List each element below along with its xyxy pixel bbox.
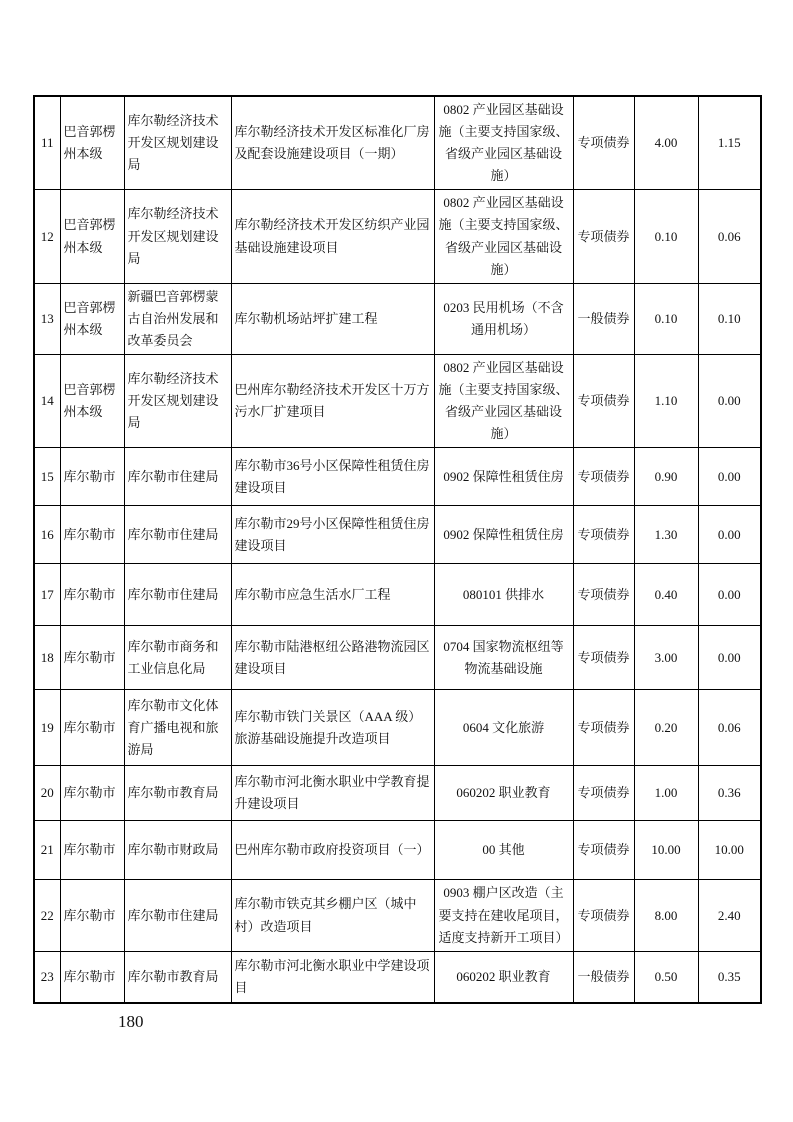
cell-region: 巴音郭楞州本级 — [60, 355, 124, 448]
cell-amount2: 0.36 — [698, 766, 761, 821]
cell-bond_type: 专项债券 — [573, 506, 634, 564]
cell-amount1: 4.00 — [634, 96, 698, 190]
cell-amount2: 1.15 — [698, 96, 761, 190]
table-row — [34, 564, 761, 626]
cell-category: 0802 产业园区基础设施（主要支持国家级、省级产业园区基础设施） — [434, 96, 573, 190]
cell-project: 库尔勒市河北衡水职业中学建设项目 — [231, 951, 434, 1003]
cell-project: 库尔勒经济技术开发区标准化厂房及配套设施建设项目（一期） — [231, 96, 434, 190]
cell-bond_type: 专项债券 — [573, 96, 634, 190]
cell-department: 库尔勒市住建局 — [124, 564, 231, 626]
cell-num: 18 — [34, 626, 60, 690]
cell-project: 库尔勒市29号小区保障性租赁住房建设项目 — [231, 506, 434, 564]
cell-region: 库尔勒市 — [60, 821, 124, 880]
cell-amount2: 2.40 — [698, 880, 761, 951]
cell-category: 060202 职业教育 — [434, 951, 573, 1003]
cell-num: 21 — [34, 821, 60, 880]
cell-bond_type: 专项债券 — [573, 564, 634, 626]
cell-project: 巴州库尔勒经济技术开发区十万方污水厂扩建项目 — [231, 355, 434, 448]
cell-project: 库尔勒机场站坪扩建工程 — [231, 283, 434, 354]
page-number: 180 — [118, 1012, 144, 1031]
cell-department: 库尔勒经济技术开发区规划建设局 — [124, 96, 231, 190]
cell-amount1: 0.20 — [634, 690, 698, 766]
table-row — [34, 506, 761, 564]
cell-num: 17 — [34, 564, 60, 626]
cell-bond_type: 专项债券 — [573, 766, 634, 821]
cell-amount1: 0.90 — [634, 448, 698, 506]
table-row — [34, 766, 761, 821]
table-row — [34, 880, 761, 951]
cell-amount1: 0.40 — [634, 564, 698, 626]
cell-category: 0902 保障性租赁住房 — [434, 506, 573, 564]
cell-num: 13 — [34, 283, 60, 354]
table-row — [34, 821, 761, 880]
cell-department: 库尔勒市住建局 — [124, 506, 231, 564]
cell-amount1: 1.10 — [634, 355, 698, 448]
cell-num: 23 — [34, 951, 60, 1003]
cell-department: 库尔勒市财政局 — [124, 821, 231, 880]
cell-num: 19 — [34, 690, 60, 766]
cell-amount2: 0.06 — [698, 690, 761, 766]
cell-amount1: 10.00 — [634, 821, 698, 880]
cell-bond_type: 专项债券 — [573, 190, 634, 283]
cell-amount1: 0.10 — [634, 283, 698, 354]
cell-amount2: 0.00 — [698, 564, 761, 626]
cell-region: 库尔勒市 — [60, 951, 124, 1003]
cell-num: 12 — [34, 190, 60, 283]
cell-department: 库尔勒市住建局 — [124, 448, 231, 506]
cell-bond_type: 专项债券 — [573, 626, 634, 690]
cell-project: 库尔勒市陆港枢纽公路港物流园区建设项目 — [231, 626, 434, 690]
cell-department: 库尔勒市文化体育广播电视和旅游局 — [124, 690, 231, 766]
cell-amount2: 0.10 — [698, 283, 761, 354]
cell-project: 库尔勒经济技术开发区纺织产业园基础设施建设项目 — [231, 190, 434, 283]
table-row — [34, 690, 761, 766]
cell-department: 新疆巴音郭楞蒙古自治州发展和改革委员会 — [124, 283, 231, 354]
table-row — [34, 448, 761, 506]
cell-region: 库尔勒市 — [60, 690, 124, 766]
cell-region: 库尔勒市 — [60, 448, 124, 506]
table-row — [34, 190, 761, 283]
cell-department: 库尔勒经济技术开发区规划建设局 — [124, 190, 231, 283]
cell-category: 0802 产业园区基础设施（主要支持国家级、省级产业园区基础设施） — [434, 355, 573, 448]
table-row — [34, 951, 761, 1003]
cell-amount2: 0.35 — [698, 951, 761, 1003]
cell-project: 库尔勒市36号小区保障性租赁住房建设项目 — [231, 448, 434, 506]
cell-region: 巴音郭楞州本级 — [60, 283, 124, 354]
cell-amount2: 0.00 — [698, 506, 761, 564]
cell-num: 22 — [34, 880, 60, 951]
cell-region: 库尔勒市 — [60, 626, 124, 690]
cell-project: 库尔勒市河北衡水职业中学教育提升建设项目 — [231, 766, 434, 821]
cell-region: 库尔勒市 — [60, 564, 124, 626]
cell-department: 库尔勒经济技术开发区规划建设局 — [124, 355, 231, 448]
cell-category: 080101 供排水 — [434, 564, 573, 626]
cell-amount1: 0.10 — [634, 190, 698, 283]
cell-bond_type: 专项债券 — [573, 821, 634, 880]
cell-amount2: 0.00 — [698, 355, 761, 448]
cell-bond_type: 专项债券 — [573, 355, 634, 448]
cell-bond_type: 专项债券 — [573, 880, 634, 951]
cell-region: 库尔勒市 — [60, 506, 124, 564]
cell-num: 14 — [34, 355, 60, 448]
cell-bond_type: 一般债券 — [573, 951, 634, 1003]
cell-region: 巴音郭楞州本级 — [60, 96, 124, 190]
cell-category: 0902 保障性租赁住房 — [434, 448, 573, 506]
cell-bond_type: 专项债券 — [573, 448, 634, 506]
cell-region: 巴音郭楞州本级 — [60, 190, 124, 283]
cell-amount1: 1.00 — [634, 766, 698, 821]
table-row — [34, 626, 761, 690]
table-body — [34, 96, 761, 1003]
cell-bond_type: 一般债券 — [573, 283, 634, 354]
cell-region: 库尔勒市 — [60, 880, 124, 951]
cell-amount1: 8.00 — [634, 880, 698, 951]
cell-bond_type: 专项债券 — [573, 690, 634, 766]
cell-num: 16 — [34, 506, 60, 564]
cell-project: 库尔勒市应急生活水厂工程 — [231, 564, 434, 626]
cell-amount2: 0.06 — [698, 190, 761, 283]
table-row — [34, 96, 761, 190]
cell-region: 库尔勒市 — [60, 766, 124, 821]
cell-num: 15 — [34, 448, 60, 506]
cell-amount1: 1.30 — [634, 506, 698, 564]
cell-category: 060202 职业教育 — [434, 766, 573, 821]
cell-project: 库尔勒市铁克其乡棚户区（城中村）改造项目 — [231, 880, 434, 951]
cell-department: 库尔勒市住建局 — [124, 880, 231, 951]
cell-category: 0203 民用机场（不含通用机场） — [434, 283, 573, 354]
cell-amount2: 0.00 — [698, 448, 761, 506]
cell-category: 0903 棚户区改造（主要支持在建收尾项目，适度支持新开工项目） — [434, 880, 573, 951]
cell-amount2: 0.00 — [698, 626, 761, 690]
cell-amount1: 0.50 — [634, 951, 698, 1003]
cell-department: 库尔勒市商务和工业信息化局 — [124, 626, 231, 690]
cell-department: 库尔勒市教育局 — [124, 766, 231, 821]
cell-category: 0704 国家物流枢纽等物流基础设施 — [434, 626, 573, 690]
cell-project: 巴州库尔勒市政府投资项目（一） — [231, 821, 434, 880]
cell-amount1: 3.00 — [634, 626, 698, 690]
cell-category: 0604 文化旅游 — [434, 690, 573, 766]
bond-project-table — [33, 95, 762, 1004]
cell-department: 库尔勒市教育局 — [124, 951, 231, 1003]
cell-amount2: 10.00 — [698, 821, 761, 880]
cell-num: 20 — [34, 766, 60, 821]
cell-num: 11 — [34, 96, 60, 190]
cell-category: 00 其他 — [434, 821, 573, 880]
table-row — [34, 355, 761, 448]
cell-category: 0802 产业园区基础设施（主要支持国家级、省级产业园区基础设施） — [434, 190, 573, 283]
table-row — [34, 283, 761, 354]
cell-project: 库尔勒市铁门关景区（AAA 级）旅游基础设施提升改造项目 — [231, 690, 434, 766]
